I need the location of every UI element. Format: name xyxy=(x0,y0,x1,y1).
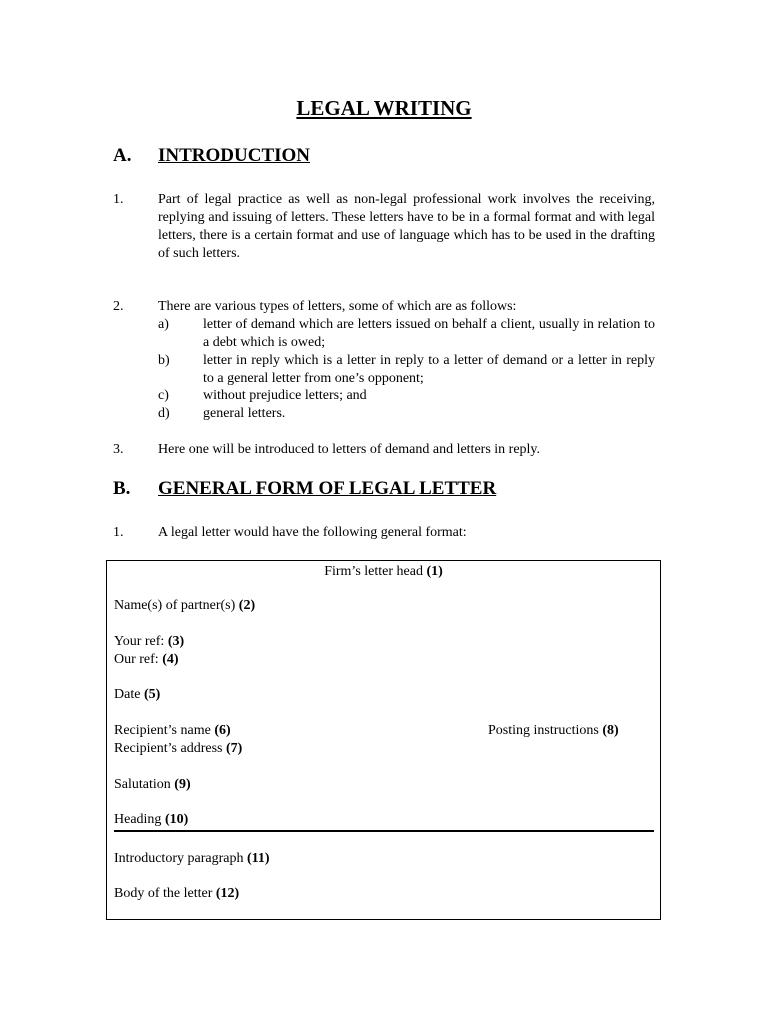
your-ref-number: (3) xyxy=(167,634,185,649)
salutation-line xyxy=(114,776,191,794)
intro-paragraph-number: (11) xyxy=(246,851,270,866)
body-number: (12) xyxy=(215,886,240,901)
partners-number: (2) xyxy=(238,598,256,613)
our-ref-line xyxy=(114,651,179,669)
heading-underline-rule xyxy=(114,830,654,832)
para-b1-text: A legal letter would have the following general format: xyxy=(158,525,467,540)
letterhead-label: Firm’s letter head xyxy=(324,564,423,579)
recipient-address-number: (7) xyxy=(225,741,243,756)
section-b-heading xyxy=(113,478,496,500)
section-a-heading xyxy=(113,145,310,167)
para-a1-text: Part of legal practice as well as non-legal professional work involves the receiving, replying and issuing of letters. These letters have to be in a formal format and with legal letters, there is a certain format and use of language which has to be used in the drafting of such letters. xyxy=(158,192,655,261)
section-b-title: GENERAL FORM OF LEGAL LETTER xyxy=(158,478,497,499)
letterhead-line xyxy=(107,563,660,581)
posting-instructions-line xyxy=(488,722,619,740)
heading-line xyxy=(114,811,188,829)
para-b1-number: 1. xyxy=(113,525,124,540)
salutation-number: (9) xyxy=(174,777,191,792)
our-ref-number: (4) xyxy=(162,652,179,667)
intro-paragraph-label: Introductory paragraph xyxy=(114,851,244,866)
section-a-letter: A. xyxy=(113,145,132,166)
list-item-c-text: without prejudice letters; and xyxy=(203,388,367,403)
date-line xyxy=(114,686,160,704)
para-a3-number: 3. xyxy=(113,442,124,457)
list-item-d-letter: d) xyxy=(158,406,170,421)
posting-instructions-label: Posting instructions xyxy=(488,723,599,738)
recipient-address-line xyxy=(114,740,242,758)
list-item-c-letter: c) xyxy=(158,388,169,403)
list-item-a-letter: a) xyxy=(158,317,169,332)
partners-label: Name(s) of partner(s) xyxy=(114,598,236,613)
partners-line xyxy=(114,597,255,615)
list-item-b-letter: b) xyxy=(158,353,170,368)
section-b-letter: B. xyxy=(113,478,131,499)
para-a2-text: There are various types of letters, some of which are as follows: xyxy=(158,299,517,314)
para-a1-number: 1. xyxy=(113,192,124,207)
list-item-b-text: letter in reply which is a letter in reply to a letter of demand or a letter in reply to a general letter from one’s opponent; xyxy=(203,353,655,386)
date-number: (5) xyxy=(143,687,161,702)
salutation-label: Salutation xyxy=(114,777,171,792)
recipient-name-number: (6) xyxy=(214,723,231,738)
letterhead-number: (1) xyxy=(426,564,443,579)
recipient-name-line xyxy=(114,722,231,740)
list-item-d-text: general letters. xyxy=(203,406,286,421)
list-item-a-text: letter of demand which are letters issued on behalf a client, usually in relation to a debt which is owed; xyxy=(203,317,655,350)
body-line xyxy=(114,885,239,903)
para-a2-number: 2. xyxy=(113,299,124,314)
your-ref-label: Your ref: xyxy=(114,634,165,649)
heading-number: (10) xyxy=(164,812,189,827)
section-a-title: INTRODUCTION xyxy=(158,145,311,166)
intro-paragraph-line xyxy=(114,850,270,868)
document-title: LEGAL WRITING xyxy=(296,96,472,120)
recipient-name-label: Recipient’s name xyxy=(114,723,211,738)
heading-label: Heading xyxy=(114,812,162,827)
date-label: Date xyxy=(114,687,141,702)
posting-instructions-number: (8) xyxy=(602,723,619,738)
para-a3-text: Here one will be introduced to letters of demand and letters in reply. xyxy=(158,442,541,457)
your-ref-line xyxy=(114,633,184,651)
body-label: Body of the letter xyxy=(114,886,213,901)
our-ref-label: Our ref: xyxy=(114,652,159,667)
recipient-address-label: Recipient’s address xyxy=(114,741,223,756)
letter-format-box xyxy=(106,560,661,920)
